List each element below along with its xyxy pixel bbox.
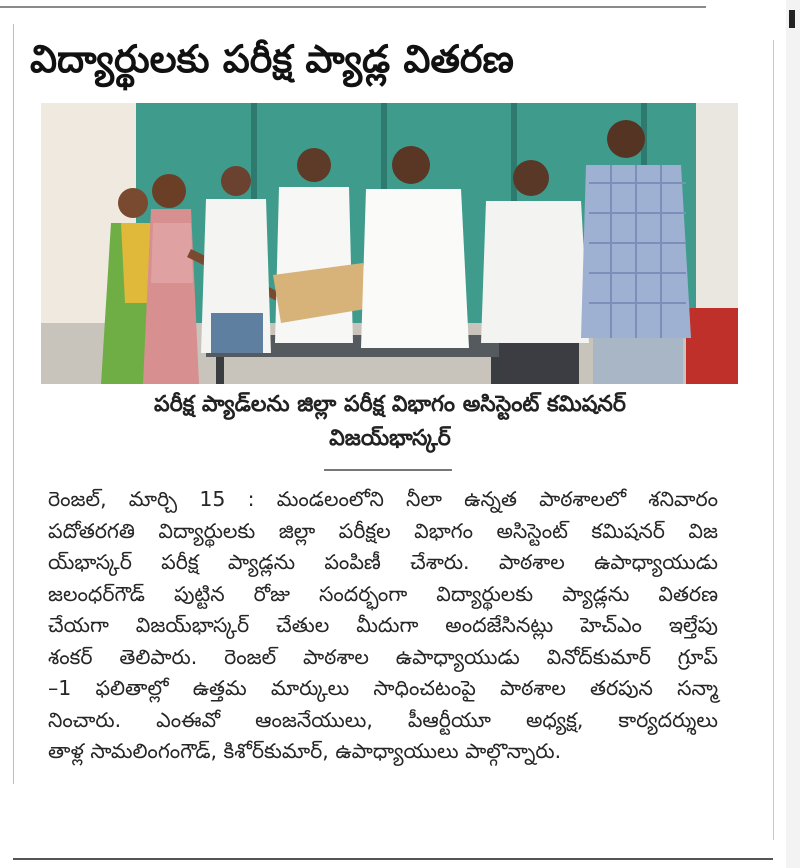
news-photo (41, 103, 738, 384)
article-body (48, 484, 718, 768)
top-rule (0, 6, 706, 8)
article-line: పదోతరగతి విద్యార్థులకు జిల్లా పరీక్షల విభాగం అసిస్టెంట్ కమిషనర్ విజ (48, 518, 718, 543)
article-line: శంకర్ తెలిపారు. రెంజల్ పాఠశాల ఉపాధ్యాయుడు వినోద్‌కుమార్ గ్రూప్ (48, 644, 718, 669)
headline: విద్యార్థులకు పరీక్ష ప్యాడ్ల వితరణ (30, 37, 514, 81)
article-line: నించారు. ఎంఈవో ఆంజనేయులు, పీఆర్టీయూ అధ్యక్ష, కార్యదర్శులు (48, 707, 718, 732)
article-line: –1 ఫలితాల్లో ఉత్తమ మార్కులు సాధించటంపై పాఠశాల తరపున సన్మా (48, 676, 718, 700)
article-line: రెంజల్, మార్చి 15 : మండలంలోని నీలా ఉన్నత పాఠశాలలో శనివారం (48, 487, 718, 511)
article-line: య్‌భాస్కర్ పరీక్ష ప్యాడ్లను పంపిణీ చేశారు. పాఠశాల ఉపాధ్యాయుడు (48, 550, 718, 574)
article-line: తాళ్ల సామలింగంగౌడ్, కిశోర్‌కుమార్, ఉపాధ్యాయులు పాల్గొన్నారు. (48, 739, 562, 763)
photo-caption (40, 388, 740, 456)
adjacent-column-edge (786, 0, 800, 868)
article-line: జలంధర్‌గౌడ్ పుట్టిన రోజు సందర్భంగా విద్యార్థులకు ప్యాడ్లను వితరణ (48, 581, 718, 606)
caption-line-1: పరీక్ష ప్యాడ్‌లను జిల్లా పరీక్ష విభాగం అసిస్టెంట్ కమిషనర్ (154, 392, 626, 417)
left-column-rule (13, 24, 14, 784)
article-line: చేయగా విజయ్‌భాస్కర్ చేతుల మీదుగా అందజేసినట్లు హెచ్ఎం ఇల్తేపు (48, 613, 718, 637)
caption-line-2: విజయ్‌భాస్కర్ (329, 426, 451, 451)
caption-divider (324, 469, 452, 471)
right-column-rule (773, 40, 774, 840)
bottom-rule (13, 858, 773, 860)
